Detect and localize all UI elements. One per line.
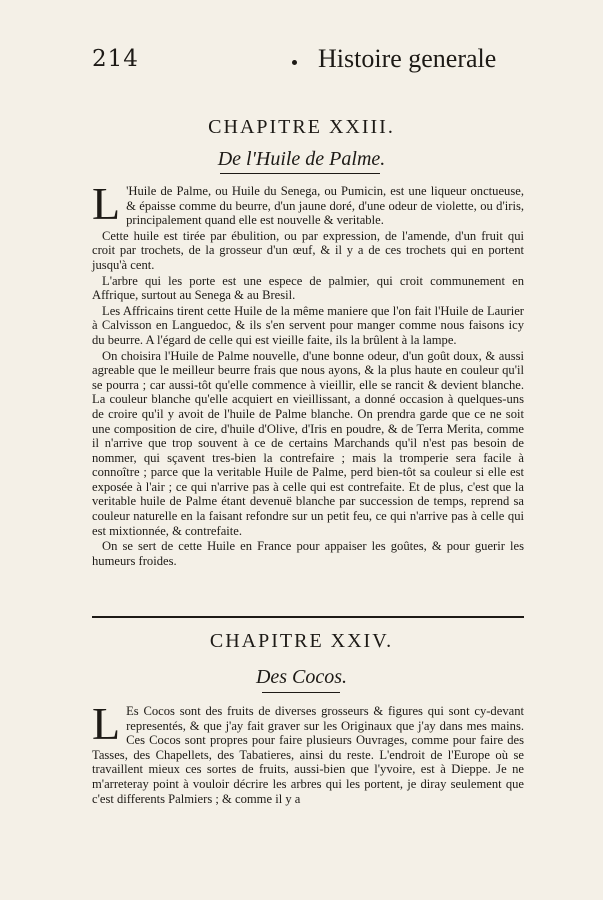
ornament-dot	[292, 60, 297, 65]
paragraph: On choisira l'Huile de Palme nouvelle, d'une bonne odeur, d'un goût doux, & aussi agreable que le meilleur beurre frais que nous ayons, & la plus haute en couleur qu'il se pourra ; car aussi-tôt qu'elle commence à vieillir, elle se rancit & devient blanche. La couleur blanche qu'elle acquiert en vieillissant, a donné occasion à quelques-uns de croire qu'il y avoit de l'huile de Palme blanche. On prendra garde que ce ne soit une composition de cire, d'huile d'Olive, d'Iris en poudre, & de Terra Merita, comme il n'arrive que trop souvent à ce de certains Marchands qu'il n'est pas besoin de nommer, qui sçavent tres-bien la contrefaire ; mais la tromperie sera facile à connoître ; parce que la veritable Huile de Palme, perd bien-tôt sa couleur si elle est exposée à l'air ; ce qui n'arrive pas à celle qui est contrefaite. Et de plus, c'est que la veritable huile de Palme étant devenuë blanche par succession de temps, reprend sa couleur naturelle en la faisant refondre sur un petit feu, ce qui n'arrive pas à celle qui est mixtionnée, & contrefaite.	[92, 348, 524, 538]
paragraph: L'arbre qui les porte est une espece de palmier, qui croit communement en Affrique, surtout au Senega & au Bresil.	[92, 273, 524, 303]
drop-cap: L	[92, 178, 121, 229]
subtitle-rule	[220, 173, 380, 174]
running-title: Histoire generale	[318, 44, 497, 73]
subtitle-rule	[262, 692, 340, 693]
paragraph: Cette huile est tirée par ébulition, ou par expression, de l'amende, d'un fruit qui croit par trochets, de la grosseur d'un œuf, & il y a de ces trochets qui en portent jusqu'à cent.	[92, 228, 524, 272]
chapter-subtitle: Des Cocos.	[255, 666, 348, 688]
chapter-title: CHAPITRE XXIV.	[209, 630, 394, 652]
paragraph: Les Affricains tirent cette Huile de la même maniere que l'on fait l'Huile de Laurier à Calvisson en Languedoc, & ils s'en servent pour manger comme nous faisons icy du beurre. A l'égard de celle qui est vieille faite, ils la brûlent à la lampe.	[92, 303, 524, 347]
paragraph: On se sert de cette Huile en France pour appaiser les goûtes, & pour guerir les humeurs froides.	[92, 539, 524, 568]
chapter-body	[92, 698, 524, 807]
paragraph: L Es Cocos sont des fruits de diverses grosseurs & figures qui sont cy-devant representés, & que j'ay fait graver sur les Originaux que j'ay dans mes mains. Ces Cocos sont propres pour faire plusieurs Ouvrages, comme pour faire des Tasses, des Chapellets, des Tabatieres, ainsi du reste. L'endroit de l'Europe où se travaillent mieux ces sortes de fruits, aussi-bien que l'yvoire, est à Dieppe. Je ne m'arreteray point à vouloir décrire les arbres qui les portent, je diray seulement que c'est differents Palmiers ; & comme il y a	[92, 698, 524, 806]
page-number: 214	[92, 46, 139, 72]
paragraph: L 'Huile de Palme, ou Huile du Senega, ou Pumicin, est une liqueur onctueuse, & épaisse comme du beurre, d'un jaune doré, d'une odeur de violette, ou d'iris, principalement quand elle est nouvelle & veritable.	[92, 178, 524, 229]
chapter-title: CHAPITRE XXIII.	[208, 116, 395, 138]
section-separator	[92, 616, 524, 618]
page-header	[92, 46, 532, 82]
chapter-subtitle: De l'Huile de Palme.	[217, 148, 386, 170]
drop-cap: L	[92, 698, 121, 749]
chapter-body	[92, 178, 524, 569]
